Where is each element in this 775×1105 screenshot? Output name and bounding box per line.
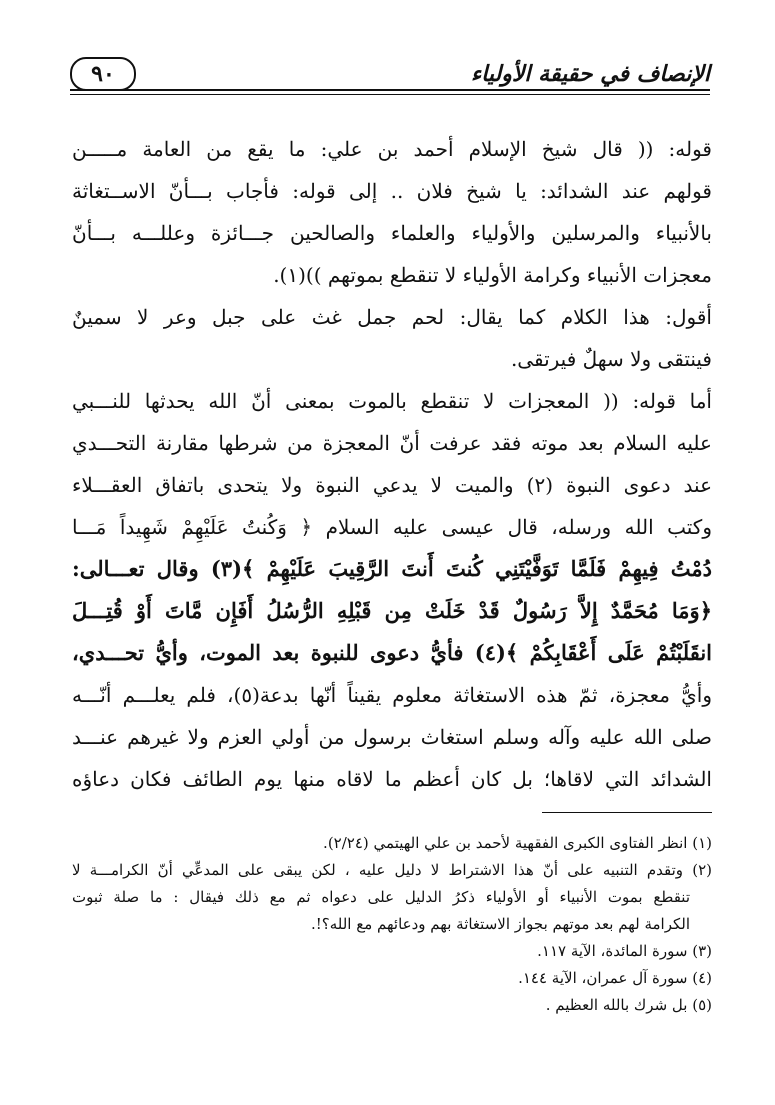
quran-verse-line: انقَلَبْتُمْ عَلَى أَعْقَابِكُمْ ﴾(٤) فأيُّ دعوى للنبوة بعد الموت، وأيُّ تحـــدي، xyxy=(72,640,712,665)
body-line: معجزات الأنبياء وكرامة الأولياء لا تنقطع بموتهم ))(١). xyxy=(273,263,712,287)
body-line: أما قوله: (( المعجزات لا تنقطع بالموت بمعنى أنّ الله يحدثها للنـــبي xyxy=(72,389,712,413)
header-rule-thin xyxy=(70,94,710,95)
running-header xyxy=(70,55,710,100)
body-line: أقول: هذا الكلام كما يقال: لحم جمل غث على جبل وعر لا سمينٌ xyxy=(72,305,712,329)
footnote: (٣) سورة المائدة، الآية ١١٧. xyxy=(537,942,712,960)
quran-verse-line: دُمْتُ فِيهِمْ فَلَمَّا تَوَفَّيْتَنِي كُنتَ أَنتَ الرَّقِيبَ عَلَيْهِمْ ﴾(٣) وقال تعـــالى: xyxy=(72,556,712,581)
body-line: قولهم عند الشدائد: يا شيخ فلان .. إلى قوله: فأجاب بـــأنّ الاســتغاثة xyxy=(72,179,712,203)
footnote-separator xyxy=(542,812,712,813)
body-line: فينتقى ولا سهلٌ فيرتقى. xyxy=(510,347,712,371)
footnote: (٤) سورة آل عمران، الآية ١٤٤. xyxy=(518,969,712,987)
footnote: (٥) بل شرك بالله العظيم . xyxy=(545,996,712,1014)
footnote-continuation: تنقطع بموت الأنبياء أو الأولياء ذكرُ الدليل على دعواه ثم مع ذلك فيقال : ما صلة ثبوت xyxy=(72,888,690,906)
header-title: الإنصاف في حقيقة الأولياء xyxy=(470,61,710,87)
footnote: (١) انظر الفتاوى الكبرى الفقهية لأحمد بن علي الهيتمي (٢/٢٤). xyxy=(323,834,712,852)
body-line: عليه السلام بعد موته فقد عرفت أنّ المعجزة من شرطها مقارنة التحـــدي xyxy=(72,431,712,455)
body-line: عند دعوى النبوة (٢) والميت لا يدعي النبوة ولا يتحدى باتفاق العقـــلاء xyxy=(72,473,712,497)
page-number: ٩٠ xyxy=(70,57,136,91)
body-line: وأيُّ معجزة، ثمّ هذه الاستغاثة معلوم يقيناً أنّها بدعة(٥)، فلم يعلـــم أنّـــه xyxy=(72,683,712,707)
body-line: بالأنبياء والمرسلين والأولياء والعلماء والصالحين جـــائزة وعللـــه بـــأنّ xyxy=(72,221,712,245)
footnote: (٢) وتقدم التنبيه على أنّ هذا الاشتراط لا دليل عليه ، لكن يبقى على المدعِّي أنّ الكرامـــة لا xyxy=(72,861,712,879)
footnote-continuation: الكرامة لهم بعد موتهم بجواز الاستغاثة بهم ودعائهم مع الله؟!. xyxy=(310,915,690,933)
body-text xyxy=(72,128,712,800)
header-rule xyxy=(70,89,710,91)
body-line: وكتب الله ورسله، قال عيسى عليه السلام ﴿ وَكُنتُ عَلَيْهِمْ شَهِيداً مَـــا xyxy=(72,515,712,539)
body-line: قوله: (( قال شيخ الإسلام أحمد بن علي: ما يقع من العامة مـــــن xyxy=(72,137,712,161)
footnotes xyxy=(72,830,712,1019)
quran-verse-line: ﴿وَمَا مُحَمَّدٌ إِلاَّ رَسُولٌ قَدْ خَلَتْ مِن قَبْلِهِ الرُّسُلُ أَفَإِن مَّاتَ أَوْ قُتِـــلَ xyxy=(72,598,712,623)
body-line: الشدائد التي لاقاها؛ بل كان أعظم ما لاقاه منها يوم الطائف فكان دعاؤه xyxy=(72,767,712,791)
body-line: صلى الله عليه وآله وسلم استغاث برسول من أولي العزم ولا غيرهم عنـــد xyxy=(72,725,712,749)
